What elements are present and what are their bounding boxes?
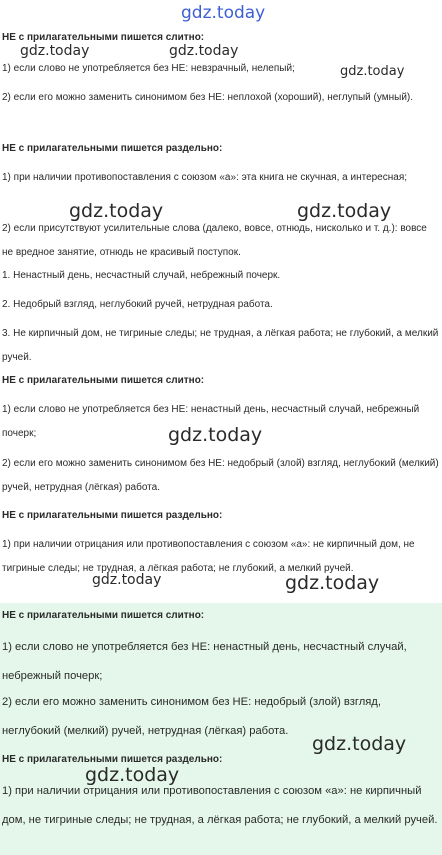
watermark: gdz.today (297, 200, 392, 222)
rule-item: 1) при наличии отрицания или противопоставления с союзом «а»: не кирпичный дом, не тигриные следы; не трудная, а лёгкая работа; не глубокий, а мелкий ручей. (2, 785, 438, 826)
rule-heading-together: НЕ с прилагательными пишется слитно: (2, 610, 205, 621)
watermark: gdz.today (340, 64, 405, 79)
rule-item: 2) если присутствуют усилительные слова (далеко, вовсе, отнюдь, нисколько и т. д.): вовсе не вредное занятие, отнюдь не красивый поступок. (2, 223, 427, 258)
rule-item: 1) если слово не употребляется без НЕ: ненастный день, несчастный случай, небрежный почерк; (2, 641, 407, 682)
example-line: 3. Не кирпичный дом, не тигриные следы; не трудная, а лёгкая работа; не глубокий, а мелкий ручей. (2, 328, 439, 363)
rule-item: 1) при наличии противопоставления с союзом «а»: эта книга не скучная, а интересная; (2, 172, 408, 183)
watermark: gdz.today (69, 200, 164, 222)
rule-item: 1) если слово не употребляется без НЕ: невзрачный, нелепый; (2, 63, 295, 74)
watermark: gdz.today (312, 733, 407, 755)
rule-item: 2) если его можно заменить синонимом без НЕ: недобрый (злой) взгляд, неглубокий (мелкий) ручей, нетрудная (лёгкая) работа. (2, 696, 381, 737)
rule-heading-together: НЕ с прилагательными пишется слитно: (2, 32, 205, 43)
rule-heading-together: НЕ с прилагательными пишется слитно: (2, 375, 205, 386)
watermark: gdz.today (169, 43, 239, 59)
watermark: gdz.today (85, 764, 180, 786)
watermark: gdz.today (20, 43, 90, 59)
watermark: gdz.today (168, 424, 263, 446)
rule-heading-separate: НЕ с прилагательными пишется раздельно: (2, 754, 223, 765)
rule-heading-separate: НЕ с прилагательными пишется раздельно: (2, 143, 223, 154)
rule-heading-separate: НЕ с прилагательными пишется раздельно: (2, 510, 223, 521)
rule-item: 1) при наличии отрицания или противопоставления с союзом «а»: не кирпичный дом, не тигриные следы; не трудная, а лёгкая работа; не глубокий, а мелкий ручей. (2, 539, 415, 574)
rule-item: 1) если слово не употребляется без НЕ: ненастный день, несчастный случай, небрежный почерк; (2, 404, 420, 439)
watermark: gdz.today (92, 572, 162, 588)
site-logo[interactable]: gdz.today (181, 3, 266, 23)
example-line: 2. Недобрый взгляд, неглубокий ручей, нетрудная работа. (2, 299, 273, 310)
rule-item: 2) если его можно заменить синонимом без НЕ: недобрый (злой) взгляд, неглубокий (мелкий) ручей, нетрудная (лёгкая) работа. (2, 458, 439, 493)
example-line: 1. Ненастный день, несчастный случай, небрежный почерк. (2, 270, 281, 281)
rule-item: 2) если его можно заменить синонимом без НЕ: неплохой (хороший), неглупый (умный). (2, 92, 414, 103)
watermark: gdz.today (285, 572, 380, 594)
